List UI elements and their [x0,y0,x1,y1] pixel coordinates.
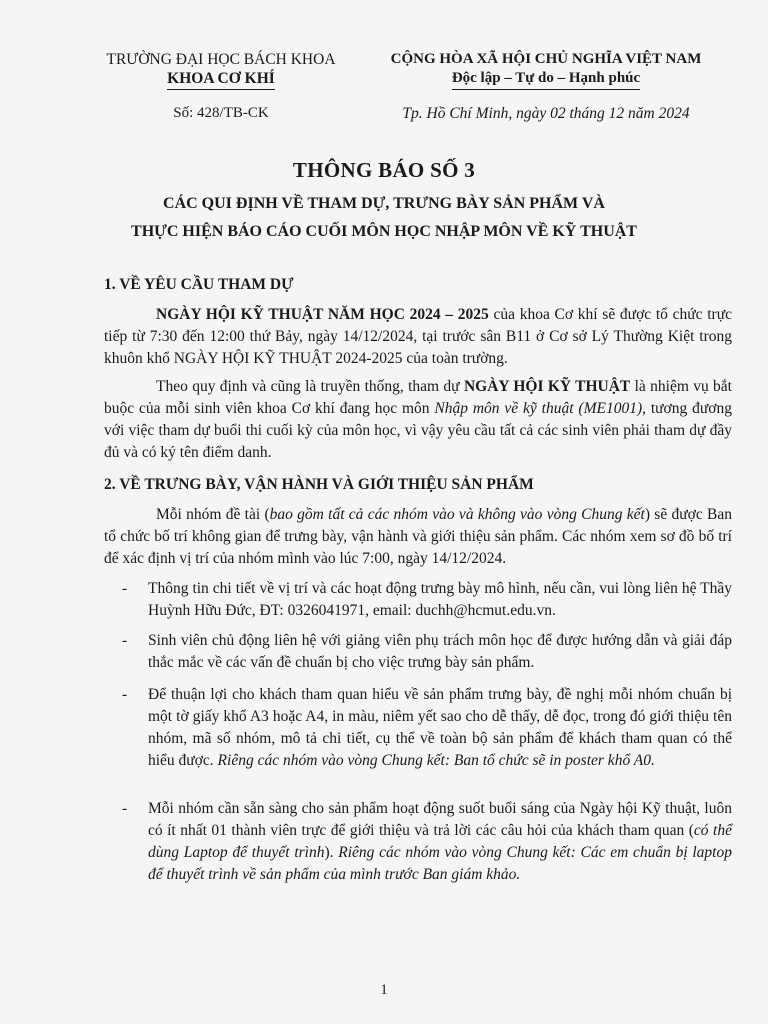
subtitle-line-2: THỰC HIỆN BÁO CÁO CUỐI MÔN HỌC NHẬP MÔN VỀ KỸ THUẬT [131,223,637,240]
place-date: Tp. Hồ Chí Minh, ngày 02 tháng 12 năm 2024 [402,105,690,122]
page-number: 1 [380,982,388,998]
dash-bullet-icon: - [122,686,128,703]
dash-bullet-icon: - [122,800,128,817]
section-2-heading: 2. VỀ TRƯNG BÀY, VẬN HÀNH VÀ GIỚI THIỆU SẢN PHẨM [104,476,534,493]
section-1-paragraph-1: NGÀY HỘI KỸ THUẬT NĂM HỌC 2024 – 2025 của khoa Cơ khí sẽ được tổ chức trực tiếp từ 7:30 đến 12:00 thứ Bảy, ngày 14/12/2024, tại trước sân B11 ở Cơ sở Lý Thường Kiệt trong khuôn khổ NGÀY HỘI KỸ THUẬT 2024-2025 của toàn trường. [104,306,733,367]
list-item: - Sinh viên chủ động liên hệ với giảng viên phụ trách môn học để được hướng dẫn và giải đáp thắc mắc về các vấn đề chuẩn bị cho việc trưng bày sản phẩm. [122,632,732,671]
list-item: - Để thuận lợi cho khách tham quan hiểu về sản phẩm trưng bày, đề nghị mỗi nhóm chuẩn bị một tờ giấy khổ A3 hoặc A4, in màu, niêm yết sao cho dễ thấy, dễ đọc, trong đó giới thiệu tên nhóm, mã số nhóm, mô tả chi tiết, cụ thể về toàn bộ sản phẩm để khách tham quan có thể hiểu được. Riêng các nhóm vào vòng Chung kết: Ban tổ chức sẽ in poster khổ A0. [122,686,732,769]
section-2-paragraph-1: Mỗi nhóm đề tài (bao gồm tất cả các nhóm vào và không vào vòng Chung kết) sẽ được Ban tổ chức bố trí không gian để trưng bày, vận hành và giới thiệu sản phẩm. Các nhóm xem sơ đồ bố trí để xác định vị trí của nhóm mình vào lúc 7:00, ngày 14/12/2024. [104,506,732,567]
subtitle-line-1: CÁC QUI ĐỊNH VỀ THAM DỰ, TRƯNG BÀY SẢN PHẨM VÀ [163,195,605,212]
dash-bullet-icon: - [122,632,128,649]
country-name: CỘNG HÒA XÃ HỘI CHỦ NGHĨA VIỆT NAM [390,51,702,67]
document-number: Số: 428/TB-CK [173,105,269,121]
notice-subtitle [0,190,768,246]
section-1-paragraph-2: Theo quy định và cũng là truyền thống, tham dự NGÀY HỘI KỸ THUẬT là nhiệm vụ bắt buộc của mỗi sinh viên khoa Cơ khí đang học môn Nhập môn về kỹ thuật (ME1001), tương đương với việc tham dự buổi thi cuối kỳ của môn học, vì vậy yêu cầu tất cả các sinh viên phải tham dự đầy đủ và có ký tên điểm danh. [104,378,732,461]
faculty-name: KHOA CƠ KHÍ [167,69,275,90]
section-1-heading: 1. VỀ YÊU CẦU THAM DỰ [104,276,294,293]
list-item: - Thông tin chi tiết về vị trí và các hoạt động trưng bày mô hình, nếu cần, vui lòng liên hệ Thầy Huỳnh Hữu Đức, ĐT: 0326041971, email: duchh@hcmut.edu.vn. [122,580,732,619]
national-header [360,50,732,90]
university-name: TRƯỜNG ĐẠI HỌC BÁCH KHOA [106,51,336,68]
dash-bullet-icon: - [122,580,128,597]
course-name: Nhập môn về kỹ thuật (ME1001) [434,400,643,417]
notice-title: THÔNG BÁO SỐ 3 [292,158,476,182]
event-name: NGÀY HỘI KỸ THUẬT NĂM HỌC 2024 – 2025 [156,306,489,323]
list-item: - Mỗi nhóm cần sẵn sàng cho sản phẩm hoạt động suốt buổi sáng của Ngày hội Kỹ thuật, luôn có ít nhất 01 thành viên trực để giới thiệu và trả lời các câu hỏi của khách tham quan (có thể dùng Laptop để thuyết trình). Riêng các nhóm vào vòng Chung kết: Các em chuẩn bị laptop để thuyết trình về sản phẩm của mình trước Ban giám khảo. [122,800,732,883]
motto: Độc lập – Tự do – Hạnh phúc [452,69,640,90]
issuer-block [86,50,356,90]
